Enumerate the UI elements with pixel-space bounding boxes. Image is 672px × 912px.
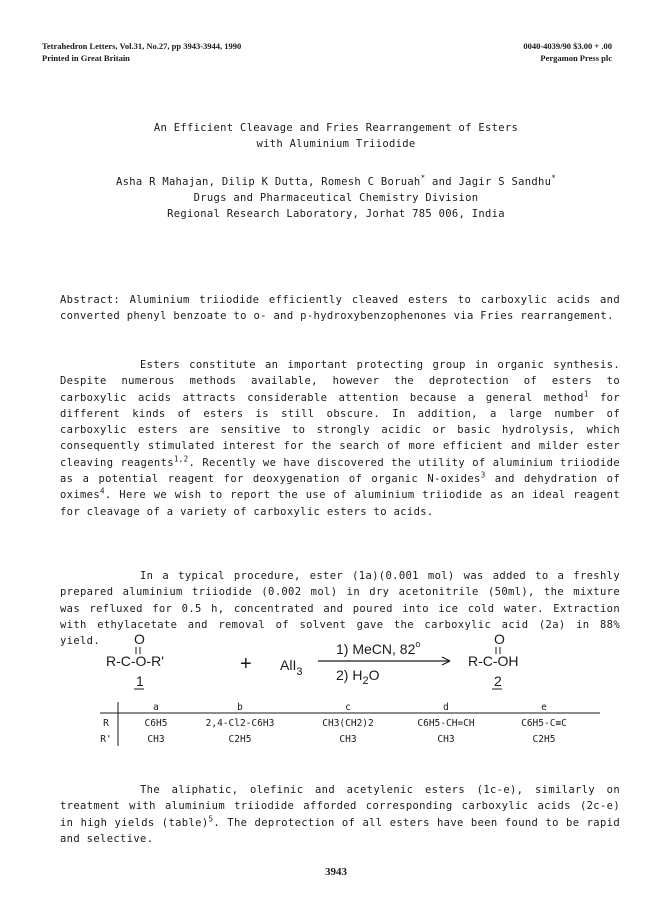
page-number: 3943 [325,866,347,878]
ref-1-2: 1,2 [173,454,189,464]
issn-code: 0040-4039/90 $3.00 + .00 [523,41,612,51]
table-row-label: R' [100,734,112,745]
journal-citation [42,40,241,64]
para2-text: In a typical procedure, ester (1a)(0.001 mol) was added to a freshly prepared aluminium triiodide (0.002 mol) in dry acetonitrile (50ml), the mixture was refluxed for 0.5 h, concentrated and poured into ice cold water. Extraction with ethylacetate and removal of solvent gave the carboxylic acid (2a) in 88% yield. [60,570,620,648]
para3-text-a: The aliphatic, olefinic and acetylenic esters (1c-e), similarly on treatment with aluminium triiodide afforded corresponding carboxylic acids (2c-e) in high yields (table) [60,784,620,829]
table-col-header-d: d [443,702,449,713]
publisher-name: Pergamon Press plc [540,53,612,63]
para1-text-a: Esters constitute an important protecting group in organic synthesis. Despite numerous methods available, however the deprotection of esters to carboxylic acids attracts considerable attention because a general method [60,359,620,404]
journal-line: Tetrahedron Letters, Vol.31, No.27, pp 3943-3944, 1990 [42,41,242,51]
table-cell: C6H5-CH=CH [417,718,475,729]
table-cell: CH3 [339,734,357,745]
ester-carbonyl-oxygen: O [134,632,145,647]
ref-5: 5 [208,814,214,824]
substituent-table [100,700,610,752]
ref-3: 3 [480,470,486,480]
affiliation-line-2: Regional Research Laboratory, Jorhat 785 006, India [167,208,505,220]
ester-compound-number: 1 [136,673,144,689]
authors-part-2: and Jagir S Sandhu [425,176,552,188]
para1-text-b: for different kinds of esters is still obscure. In addition, a large number of carboxylic esters are sensitive to strongly acidic or basic hydrolysis, which consequently stimulated interest for the search of more efficient and milder ester cleaving reagents [60,391,620,469]
paragraph-results [60,782,620,847]
title-line-2: with Aluminium Triiodide [256,138,416,150]
printed-line: Printed in Great Britain [42,53,130,63]
table-cell: C6H5-C≡C [521,718,567,729]
reagent-formula: AlI$_3$ [280,657,303,678]
affiliation-line-1: Drugs and Pharmaceutical Chemistry Division [193,192,479,204]
table-cell: CH3 [147,734,165,745]
plus-sign: + [240,653,252,675]
table-col-header-b: b [237,702,243,713]
paragraph-intro [60,357,620,520]
table-col-header-a: a [153,702,159,713]
abstract: Abstract: Aluminium triiodide efficiently cleaved esters to carboxylic acids and converted phenyl benzoate to o- and p-hydroxybenzophenones via Fries rearrangement. [60,294,620,323]
paper-title [0,120,672,152]
product-carbonyl-oxygen: O [494,632,505,647]
table-cell: CH3(CH2)2 [322,718,374,729]
affiliation [0,190,672,222]
table-cell: C2H5 [228,734,252,745]
ref-1: 1 [583,389,589,399]
condition-1: 1) MeCN, 82$^o$ [336,639,421,657]
author-list [0,174,672,190]
table-row-label: R [103,718,109,729]
para1-text-e: . Here we wish to report the use of aluminium triiodide as an ideal reagent for cleavage of a variety of carboxylic esters to acids. [60,489,620,518]
para3-text-b: . The deprotection of all esters have been found to be rapid and selective. [60,816,620,845]
product-formula: R-C-OH [468,653,519,669]
title-line-1: An Efficient Cleavage and Fries Rearrangement of Esters [153,122,519,134]
product-compound-number: 2 [494,673,502,689]
corresponding-mark: * [420,173,426,183]
publisher-block [523,40,612,64]
corresponding-mark-2: * [551,173,557,183]
para1-text-d: and dehydration of oximes [60,473,620,502]
table-col-header-e: e [541,702,547,713]
substituent-table-grid [100,700,610,748]
table-cell: CH3 [437,734,455,745]
table-col-header-c: c [345,702,351,713]
reaction-scheme [100,632,620,702]
table-cell: C6H5 [144,718,168,729]
ref-4: 4 [100,486,105,496]
table-cell: C2H5 [532,734,556,745]
condition-2: 2) $H_2O$ [336,667,380,687]
ester-formula: R-C-O-R' [106,653,164,669]
para1-text-c: . Recently we have discovered the utility of aluminium triiodide as a potential reagent for deoxygenation of organic N-oxides [60,456,620,486]
table-cell: 2,4-Cl2-C6H3 [205,718,275,729]
authors-part-1: Asha R Mahajan, Dilip K Dutta, Romesh C Boruah [115,176,421,188]
